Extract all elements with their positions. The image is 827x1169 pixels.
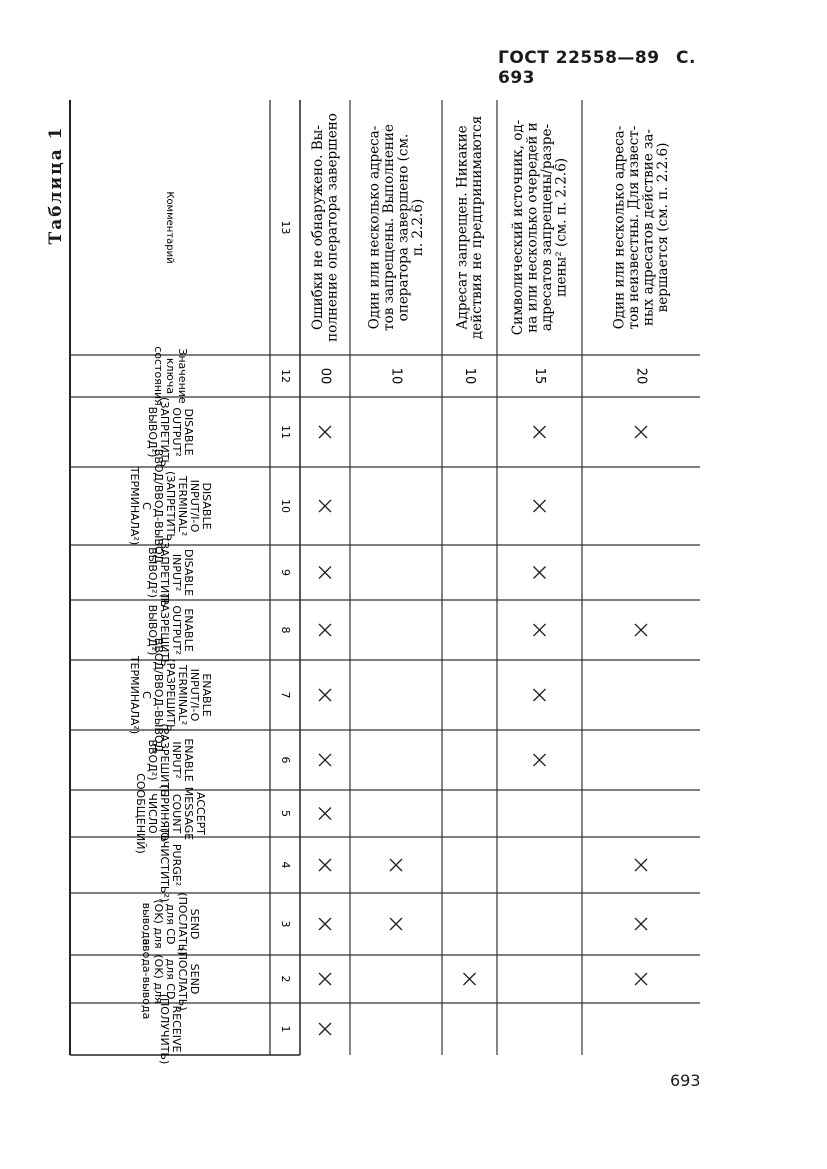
- cross-mark: [534, 754, 546, 766]
- cross-mark: [635, 918, 647, 930]
- column-number-5: 5: [279, 810, 292, 817]
- cross-mark: [534, 689, 546, 701]
- column-number-9: 9: [279, 569, 292, 576]
- status-key-value: 20: [633, 367, 649, 385]
- column-number-6: 6: [279, 756, 292, 764]
- column-header-9: DISABLEINPUT²(ЗАПРЕТИТЬВЫВОД²): [146, 537, 195, 608]
- column-header-12: Значениеключасостояния: [152, 346, 189, 406]
- cross-mark: [319, 624, 331, 636]
- column-header-6: ENABLEINPUT²(РАЗРЕШИТЬВВОД²): [146, 723, 195, 797]
- cross-mark: [635, 624, 647, 636]
- cross-mark: [390, 918, 402, 930]
- column-number-8: 8: [279, 626, 292, 634]
- status-key-value: 15: [532, 367, 547, 385]
- header-page: С. 693: [498, 48, 696, 88]
- standard-number: ГОСТ 22558—89: [498, 48, 660, 68]
- status-key-value: 00: [317, 367, 333, 385]
- status-key-value: 10: [388, 367, 404, 385]
- table-label: Таблица 1: [46, 125, 66, 245]
- cross-mark: [534, 500, 546, 512]
- cross-mark: [464, 973, 476, 985]
- cross-mark: [319, 754, 331, 766]
- status-key-value: 10: [462, 367, 477, 385]
- cross-mark: [319, 1023, 331, 1035]
- cross-mark: [534, 426, 546, 438]
- column-header-3: SEND(ПОСЛАТЬ)для CD(OK) длявывода: [140, 892, 201, 956]
- column-number-13: 13: [279, 220, 292, 235]
- column-number-1: 1: [279, 1025, 292, 1033]
- cross-mark: [534, 567, 546, 579]
- column-header-1: RECEIVE(ПОЛУЧИТЬ): [158, 993, 183, 1065]
- cross-mark: [319, 500, 331, 512]
- comment-cell: Один или несколько адреса-тов неизвестны. Для извест-ных адресатов действие за-вершается (см. п. 2.2.6): [611, 125, 671, 330]
- column-header-7: ENABLEINPUT/I-OTERMINAL²(РАЗРЕШИТЬВВОД/ВВОД-ВЫВОДСТЕРМИНАЛА²): [128, 637, 213, 753]
- comment-cell: Ошибки не обнаружено. Вы-полнение оператора завершено: [309, 113, 341, 342]
- comment-cell: Символический источник, од-на или несколько очередей иадресатов запрещены/разре-шены² (см. п. 2.2.6): [509, 119, 570, 336]
- column-header-4: PURGE²(ОЧИСТИТЬ²): [158, 827, 183, 903]
- cross-mark: [319, 808, 331, 820]
- column-number-10: 10: [279, 499, 292, 513]
- cross-mark: [319, 859, 331, 871]
- comment-cell: Один или несколько адреса-тов запрещены. Выполнениеоператора завершено (см.п. 2.2.6): [366, 124, 426, 331]
- column-number-4: 4: [279, 861, 292, 869]
- column-header-13: Комментарий: [164, 191, 175, 264]
- cross-mark: [635, 859, 647, 871]
- column-header-10: DISABLEINPUT/I-OTERMINAL²(ЗАПРЕТИТЬВВОД/ВВОД-ВЫВОДСТЕРМИНАЛА²): [128, 448, 213, 564]
- page-number: 693: [670, 1071, 701, 1090]
- column-number-2: 2: [279, 975, 292, 983]
- cross-mark: [635, 973, 647, 985]
- column-header-8: ENABLEOUTPUT²(РАЗРЕШИТЬВЫВОД²): [146, 593, 195, 667]
- column-header-5: ACCEPTMESSAGECOUNT(ПРИНЯТЬЧИСЛОСООБЩЕНИЙ): [134, 773, 207, 854]
- column-number-11: 11: [279, 425, 292, 439]
- cross-mark: [534, 624, 546, 636]
- comment-cell: Адресат запрещен. Никакиедействия не предпринимаются: [454, 115, 485, 340]
- cross-mark: [635, 426, 647, 438]
- cross-mark: [390, 859, 402, 871]
- cross-mark: [319, 689, 331, 701]
- column-number-7: 7: [279, 691, 292, 699]
- cross-mark: [319, 918, 331, 930]
- cross-mark: [319, 567, 331, 579]
- column-header-2: SEND(ПОСЛАТЬ)для CD(OK) дляввода-вывода: [140, 938, 201, 1020]
- column-number-12: 12: [279, 369, 292, 383]
- column-number-3: 3: [279, 920, 292, 928]
- cross-mark: [319, 973, 331, 985]
- cross-mark: [319, 426, 331, 438]
- column-header-11: DISABLEOUTPUT²(ЗАПРЕТИТЬВЫВОД²): [146, 397, 195, 467]
